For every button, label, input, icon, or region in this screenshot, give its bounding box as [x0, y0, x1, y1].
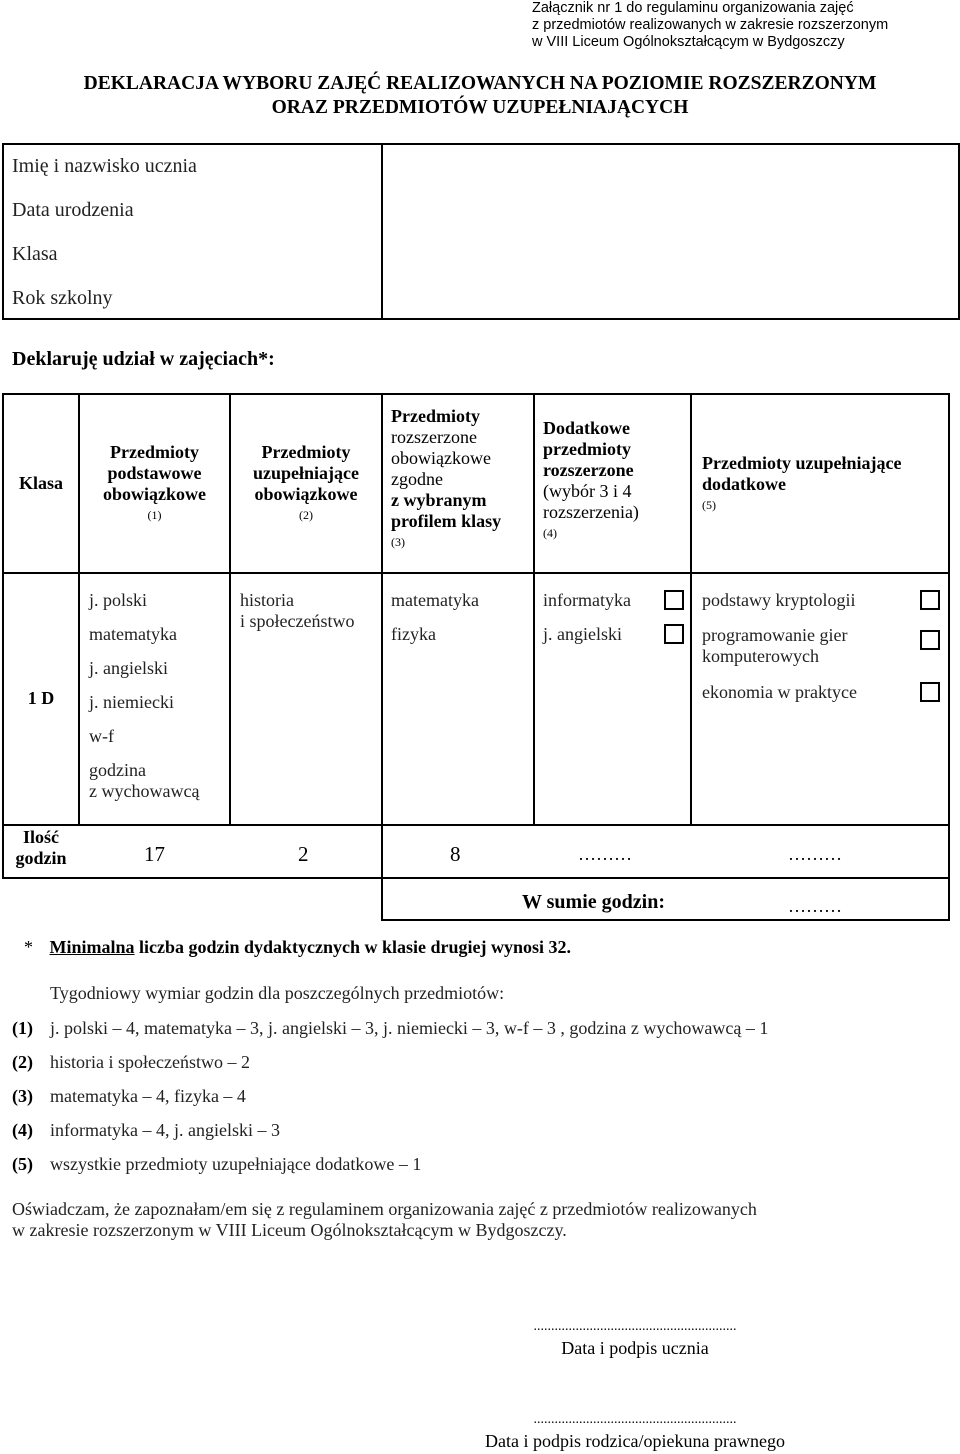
checkbox-ekonomia[interactable] — [920, 682, 940, 702]
header-col2-note: (2) — [299, 508, 313, 522]
header-col1: Przedmioty podstawowe obowiązkowe (1) — [80, 442, 229, 522]
hours-col4[interactable]: ……… — [578, 844, 632, 864]
class-label: Klasa — [12, 243, 58, 265]
signature-line[interactable]: .......................................................... — [533, 1412, 737, 1427]
list-item: (3) matematyka – 4, fizyka – 4 — [12, 1086, 246, 1106]
total-label: W sumie godzin: — [522, 891, 665, 913]
annex-line-2: z przedmiotów realizowanych w zakresie rozszerzonym — [532, 17, 889, 33]
col3-list — [391, 590, 479, 645]
header-col4-note: (4) — [543, 526, 557, 540]
student-name-label: Imię i nazwisko ucznia — [12, 155, 197, 177]
col5-option-gry: programowanie gier komputerowych — [702, 625, 848, 666]
list-item: (2) historia i społeczeństwo – 2 — [12, 1052, 250, 1072]
col1-list — [89, 590, 199, 802]
col4-option-informatyka: informatyka — [543, 590, 631, 610]
list-item: z wychowawcą — [89, 781, 200, 801]
header-col2: Przedmioty uzupełniające obowiązkowe (2) — [231, 442, 381, 522]
class-name: 1 D — [27, 688, 55, 708]
list-item: i społeczeństwo — [240, 611, 355, 631]
student-signature — [420, 1320, 850, 1359]
statement: Oświadczam, że zapoznałam/em się z regulaminem organizowania zajęć z przedmiotów realizowanych w zakresie rozszerzonym w VIII Liceum Ogólnokształcącym w Bydgoszczy. — [12, 1199, 757, 1240]
list-item: j. angielski — [89, 658, 168, 678]
list-item: (1) j. polski – 4, matematyka – 3, j. angielski – 3, j. niemiecki – 3, w-f – 3 , godzina z wychowawcą – 1 — [12, 1018, 769, 1038]
list-item: godzina — [89, 760, 146, 780]
hours-col2: 2 — [298, 842, 309, 866]
checkbox-informatyka[interactable] — [664, 590, 684, 610]
hours-col1: 17 — [144, 842, 165, 866]
annex-note — [532, 0, 888, 51]
col2-list — [240, 590, 354, 632]
checkbox-gry[interactable] — [920, 630, 940, 650]
list-item: historia — [240, 590, 294, 610]
list-item: (5) wszystkie przedmioty uzupełniające dodatkowe – 1 — [12, 1154, 422, 1174]
list-item: (4) informatyka – 4, j. angielski – 3 — [12, 1120, 280, 1140]
signature-line[interactable]: .......................................................... — [533, 1319, 737, 1334]
hours-col5[interactable]: ……… — [788, 844, 842, 864]
title-line-1: DEKLARACJA WYBORU ZAJĘĆ REALIZOWANYCH NA POZIOMIE ROZSZERZONYM — [83, 73, 877, 94]
title-line-2: ORAZ PRZEDMIOTÓW UZUPEŁNIAJĄCYCH — [271, 97, 689, 118]
parent-signature — [420, 1413, 850, 1452]
checkbox-kryptologia[interactable] — [920, 590, 940, 610]
footnote-star: * — [24, 937, 33, 957]
school-year-label: Rok szkolny — [12, 287, 113, 309]
list-item: matematyka — [89, 624, 177, 644]
col5-option-kryptologia: podstawy kryptologii — [702, 590, 856, 610]
header-col1-note: (1) — [147, 508, 162, 522]
hours-label: Ilość godzin — [15, 827, 67, 868]
birth-date-field[interactable] — [392, 194, 952, 228]
col5-option-ekonomia: ekonomia w praktyce — [702, 682, 857, 702]
list-item: j. niemiecki — [89, 692, 174, 712]
student-name-field[interactable] — [392, 150, 952, 184]
footnote-text: liczba godzin dydaktycznych w klasie drugiej wynosi 32. — [134, 937, 572, 957]
birth-date-label: Data urodzenia — [12, 199, 134, 221]
weekly-list — [12, 1018, 952, 1188]
header-col3: Przedmioty rozszerzone obowiązkowe zgodne z wybranym profilem klasy (3) — [391, 406, 533, 549]
list-item: fizyka — [391, 624, 436, 644]
annex-line-1: Załącznik nr 1 do regulaminu organizowania zajęć — [532, 0, 854, 16]
header-col5: Przedmioty uzupełniające dodatkowe (5) — [702, 453, 947, 512]
list-item: w-f — [89, 726, 114, 746]
class-field[interactable] — [392, 238, 952, 272]
signature-label: Data i podpis ucznia — [561, 1338, 709, 1358]
footnote-underlined: Minimalna — [49, 937, 135, 957]
declaration-heading: Deklaruję udział w zajęciach*: — [12, 348, 275, 370]
hours-col3: 8 — [450, 842, 461, 866]
weekly-heading: Tygodniowy wymiar godzin dla poszczególnych przedmiotów: — [50, 983, 505, 1003]
school-year-field[interactable] — [392, 282, 952, 316]
document-title — [0, 72, 960, 120]
col4-option-angielski: j. angielski — [543, 624, 622, 644]
header-col3-note: (3) — [391, 535, 405, 549]
annex-line-3: w VIII Liceum Ogólnokształcącym w Bydgoszczy — [532, 34, 845, 50]
list-item: matematyka — [391, 590, 479, 610]
header-col4: Dodatkowe przedmioty rozszerzone (wybór 3 i 4 rozszerzenia) (4) — [543, 418, 688, 540]
total-value[interactable]: ……… — [788, 896, 842, 916]
signature-label: Data i podpis rodzica/opiekuna prawnego — [485, 1431, 785, 1451]
header-klasa: Klasa — [18, 473, 63, 493]
footnote — [24, 937, 571, 958]
list-item: j. polski — [89, 590, 148, 610]
header-col5-note: (5) — [702, 498, 716, 512]
checkbox-angielski[interactable] — [664, 624, 684, 644]
